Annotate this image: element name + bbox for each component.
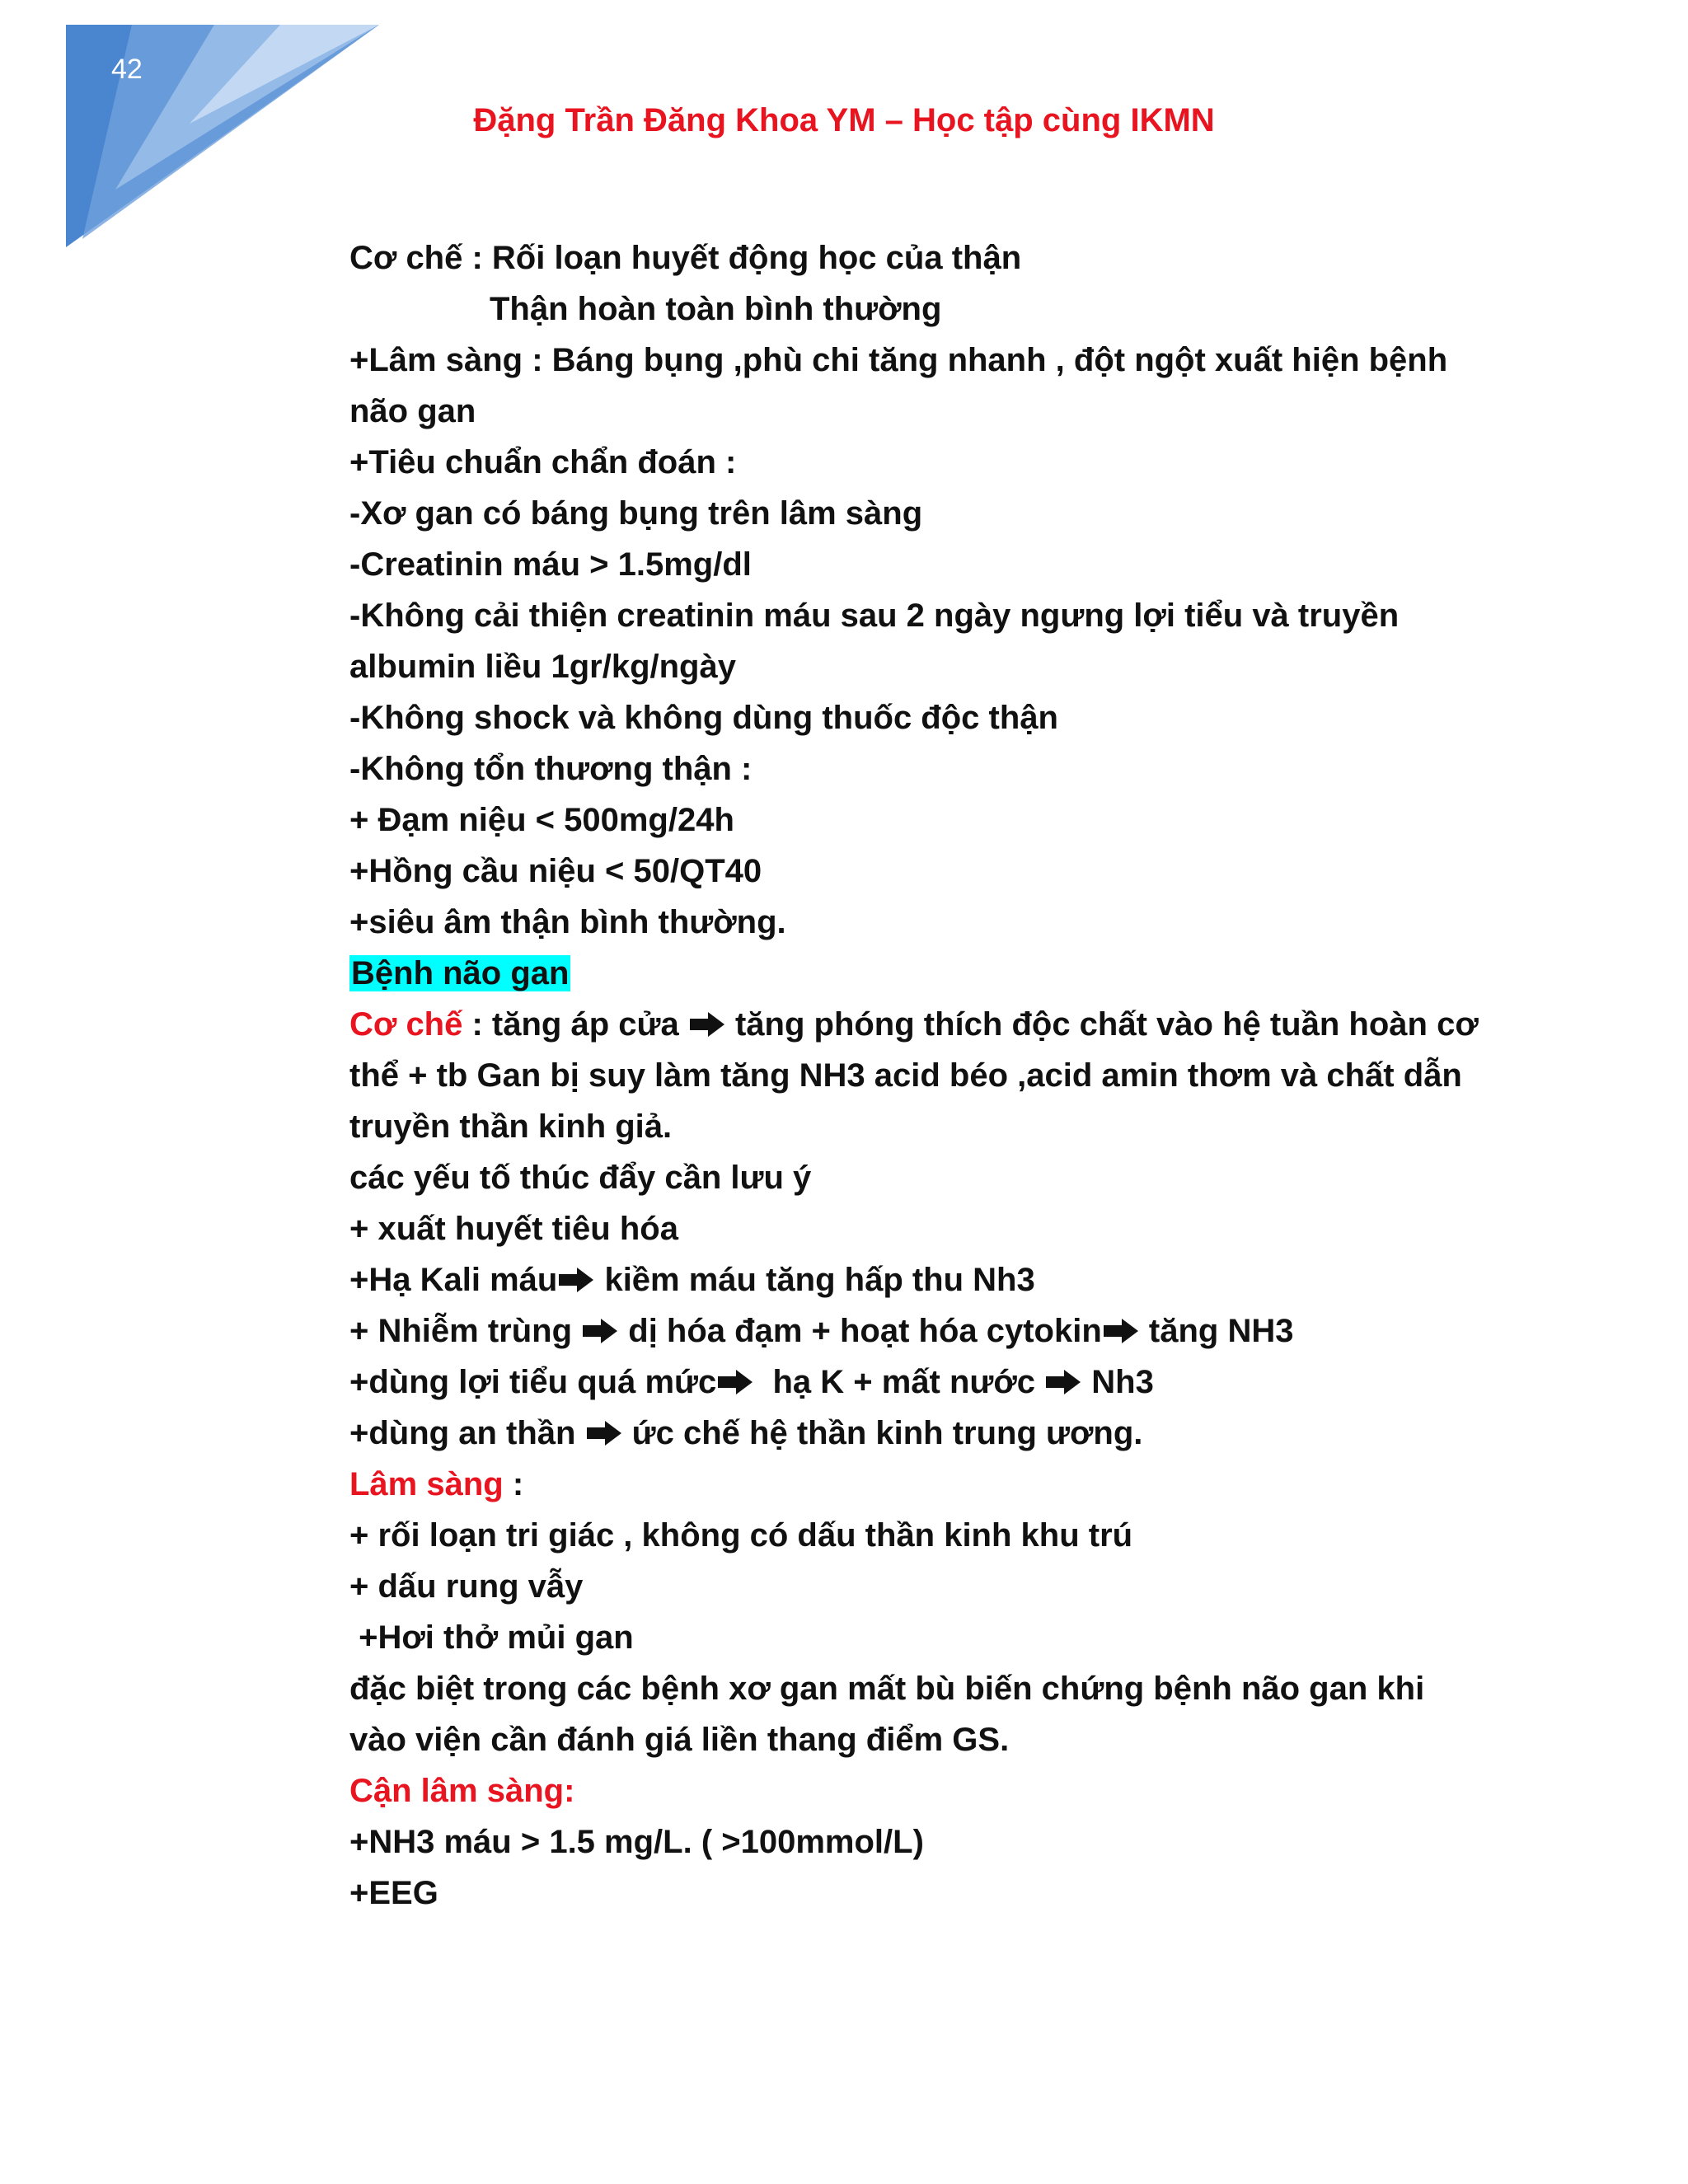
text-span: Nh3 (1082, 1364, 1154, 1400)
text-line (349, 999, 1520, 1050)
text-line: + dấu rung vẫy (349, 1568, 584, 1605)
arrow-right-icon (557, 1266, 595, 1294)
text-line: -Creatinin máu > 1.5mg/dl (349, 546, 752, 583)
text-span: dị hóa đạm + hoạt hóa cytokin (619, 1313, 1102, 1349)
text-line: -Không tổn thương thận : (349, 751, 753, 787)
text-line: +Lâm sàng : Báng bụng ,phù chi tăng nhanh , đột ngột xuất hiện bệnh (349, 342, 1448, 378)
text-line: -Không shock và không dùng thuốc độc thận (349, 700, 1058, 736)
text-span: ức chế hệ thần kinh trung ương. (622, 1415, 1143, 1451)
text-line: Thận hoàn toàn bình thường (490, 291, 942, 327)
text-span: : (503, 1466, 524, 1502)
text-span: + Nhiễm trùng (349, 1313, 582, 1349)
text-line: + Đạm niệu < 500mg/24h (349, 802, 734, 838)
text-span: kiềm máu tăng hấp thu Nh3 (595, 1262, 1035, 1298)
text-line: -Xơ gan có báng bụng trên lâm sàng (349, 495, 923, 532)
text-line (349, 1408, 1520, 1459)
text-span: +Hạ Kali máu (349, 1262, 558, 1298)
page-header-title: Đặng Trần Đăng Khoa YM – Học tập cùng IKMN (473, 102, 1215, 138)
text-span: : tăng áp cửa (462, 1006, 688, 1043)
arrow-right-icon (1044, 1368, 1082, 1396)
text-line: các yếu tố thúc đẩy cần lưu ý (349, 1160, 812, 1196)
arrow-right-icon (585, 1419, 623, 1447)
text-line: truyền thần kinh giả. (349, 1108, 673, 1145)
section-heading-line (349, 948, 1520, 999)
text-span: tăng NH3 (1139, 1313, 1294, 1349)
text-line: + rối loạn tri giác , không có dấu thần kinh khu trú (349, 1517, 1133, 1554)
text-line (349, 1254, 1520, 1305)
text-line: -Không cải thiện creatinin máu sau 2 ngày ngưng lợi tiểu và truyền (349, 598, 1400, 634)
text-line: + xuất huyết tiêu hóa (349, 1211, 678, 1247)
text-line: thể + tb Gan bị suy làm tăng NH3 acid béo ,acid amin thơm và chất dẫn (349, 1057, 1462, 1094)
arrow-right-icon (581, 1317, 619, 1345)
page-number: 42 (111, 54, 143, 85)
text-span: +dùng an thần (349, 1415, 585, 1451)
text-line (349, 1459, 1520, 1510)
arrow-right-icon (716, 1368, 754, 1396)
text-line: não gan (349, 393, 476, 429)
text-line (349, 1305, 1520, 1357)
text-span: +dùng lợi tiểu quá mức (349, 1364, 717, 1400)
text-span: tăng phóng thích độc chất vào hệ tuần hoàn cơ (725, 1006, 1479, 1043)
label-lam-sang: Lâm sàng (349, 1466, 504, 1502)
text-line: +Tiêu chuẩn chẩn đoán : (349, 444, 737, 480)
text-line: albumin liều 1gr/kg/ngày (349, 649, 736, 685)
text-line: +NH3 máu > 1.5 mg/L. ( >100mmol/L) (349, 1824, 924, 1860)
text-line: vào viện cần đánh giá liền thang điểm GS. (349, 1722, 1010, 1758)
section-heading-benh-nao-gan: Bệnh não gan (351, 955, 570, 991)
text-line: +Hồng cầu niệu < 50/QT40 (349, 853, 762, 889)
text-line (349, 1357, 1520, 1408)
text-span: hạ K + mất nước (754, 1364, 1045, 1400)
arrow-right-icon (1102, 1317, 1140, 1345)
text-line: +EEG (349, 1875, 438, 1911)
arrow-right-icon (688, 1010, 726, 1038)
text-line: Cơ chế : Rối loạn huyết động học của thận (349, 240, 1022, 276)
label-co-che: Cơ chế (349, 1006, 463, 1043)
text-line: đặc biệt trong các bệnh xơ gan mất bù biến chứng bệnh não gan khi (349, 1671, 1425, 1707)
text-line: +Hơi thở mủi gan (349, 1619, 634, 1656)
document-body (349, 232, 1520, 1919)
label-can-lam-sang: Cận lâm sàng: (349, 1773, 575, 1809)
text-line: +siêu âm thận bình thường. (349, 904, 786, 940)
